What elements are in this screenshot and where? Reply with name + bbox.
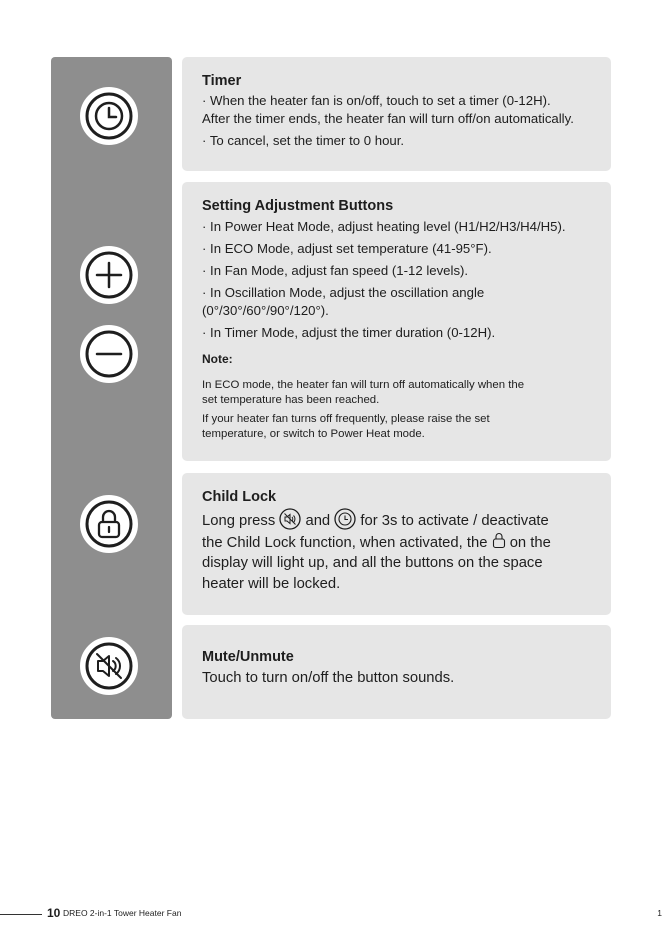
mute-panel	[182, 625, 611, 719]
lock-icon	[80, 495, 138, 553]
note-line: In ECO mode, the heater fan will turn off automatically when the	[202, 379, 525, 391]
timer-line: · To cancel, set the timer to 0 hour.	[202, 133, 405, 148]
footer-right-mark: 1	[657, 908, 662, 918]
footer-title: DREO 2-in-1 Tower Heater Fan	[63, 908, 182, 918]
child-lock-line: heater will be locked.	[202, 575, 341, 592]
timer-panel	[182, 57, 611, 171]
lock-icon	[492, 532, 506, 549]
adjustment-line: · In Timer Mode, adjust the timer duration (0-12H).	[202, 325, 496, 340]
child-lock-title: Child Lock	[202, 489, 277, 505]
icon-sidebar	[51, 57, 172, 719]
clock-icon	[334, 508, 356, 530]
mute-icon	[279, 508, 301, 530]
mute-title: Mute/Unmute	[202, 649, 294, 665]
child-lock-panel	[182, 473, 611, 615]
child-lock-text: and	[305, 513, 331, 529]
minus-icon	[80, 325, 138, 383]
child-lock-text: for 3s to activate / deactivate	[360, 513, 549, 529]
timer-line: After the timer ends, the heater fan will turn off/on automatically.	[202, 111, 574, 126]
adjustment-line: · In Fan Mode, adjust fan speed (1-12 levels).	[202, 263, 469, 278]
note-line: set temperature has been reached.	[202, 394, 380, 406]
note-line: temperature, or switch to Power Heat mode.	[202, 428, 425, 440]
child-lock-text: the Child Lock function, when activated, the	[202, 534, 488, 551]
mute-icon	[80, 637, 138, 695]
page-footer	[0, 906, 662, 922]
mute-text: Touch to turn on/off the button sounds.	[202, 670, 455, 686]
child-lock-line: display will light up, and all the buttons on the space	[202, 555, 543, 571]
footer-rule	[0, 914, 42, 915]
adjustment-panel	[182, 182, 611, 461]
adjustment-line: · In Power Heat Mode, adjust heating level (H1/H2/H3/H4/H5).	[202, 219, 566, 234]
page-number: 10	[47, 906, 61, 920]
note-title: Note:	[202, 352, 233, 366]
adjustment-line: · In ECO Mode, adjust set temperature (41-95°F).	[202, 241, 492, 256]
clock-icon	[80, 87, 138, 145]
child-lock-line	[202, 508, 611, 532]
adjustment-line: · In Oscillation Mode, adjust the oscillation angle	[202, 285, 485, 300]
adjustment-line: (0°/30°/60°/90°/120°).	[202, 303, 329, 318]
child-lock-text: Long press	[202, 513, 276, 529]
plus-icon	[80, 246, 138, 304]
timer-line: · When the heater fan is on/off, touch to set a timer (0-12H).	[202, 93, 551, 108]
child-lock-text: on the	[509, 534, 551, 551]
note-line: If your heater fan turns off frequently, please raise the set	[202, 413, 490, 425]
adjustment-title: Setting Adjustment Buttons	[202, 198, 394, 214]
child-lock-line	[202, 532, 611, 554]
timer-title: Timer	[202, 73, 242, 89]
